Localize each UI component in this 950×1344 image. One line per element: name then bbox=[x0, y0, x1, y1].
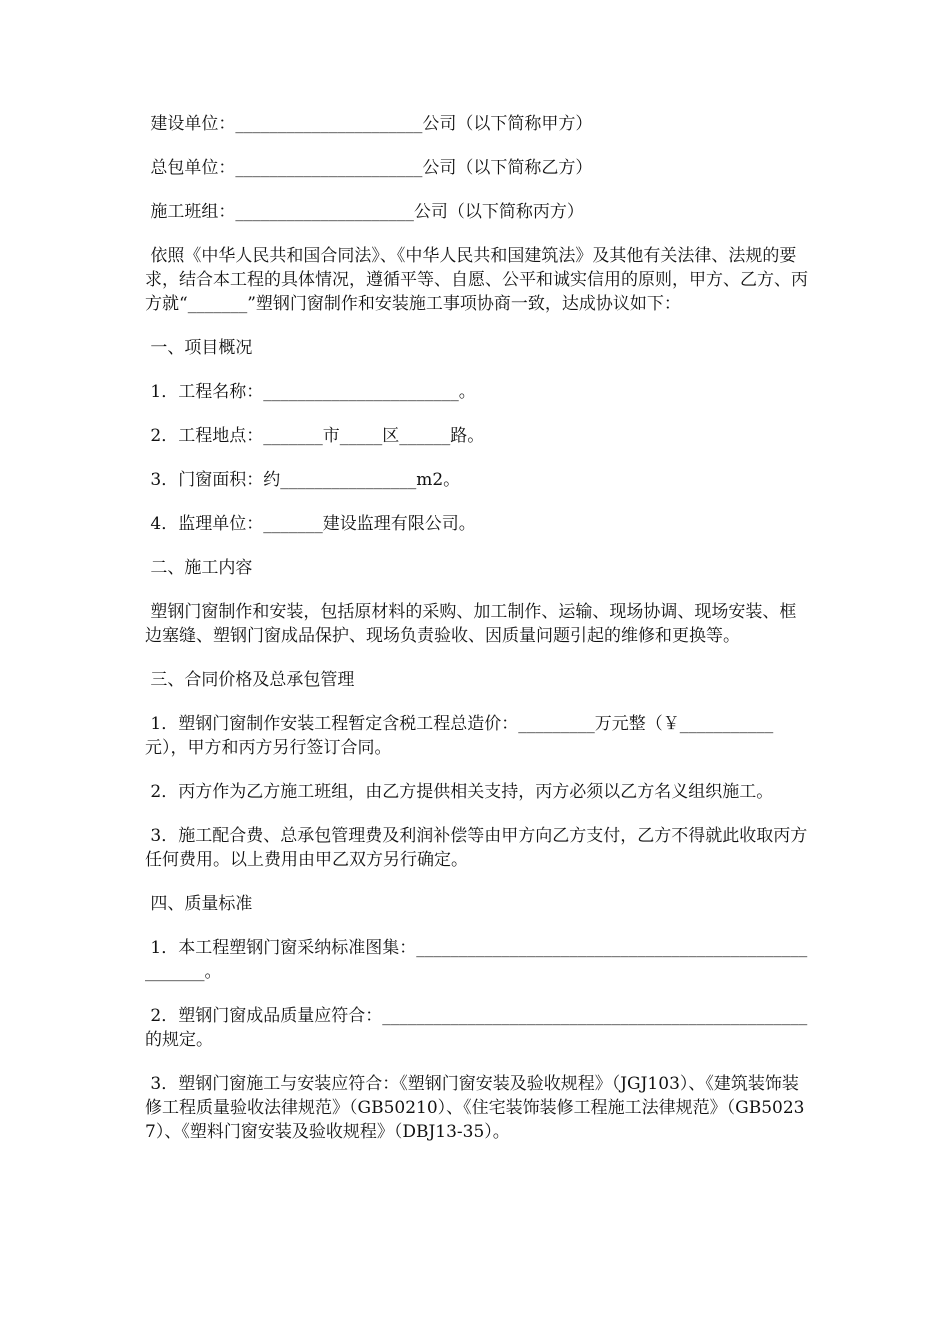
preamble-paragraph: 依照《中华人民共和国合同法》、《中华人民共和国建筑法》及其他有关法律、法规的要求，结合本工程的具体情况，遵循平等、自愿、公平和诚实信用的原则，甲方、乙方、丙方就“_______”塑钢门窗制作和安装施工事项协商一致，达成协议如下： bbox=[145, 246, 808, 314]
quality-clause-1: 1．本工程塑钢门窗采纳标准图集：_____________________________________________________。 bbox=[145, 938, 808, 982]
party-c-line: 施工班组：_____________________公司（以下简称丙方） bbox=[145, 202, 584, 222]
project-name-line: 1．工程名称：_______________________。 bbox=[145, 382, 476, 402]
window-area-line: 3．门窗面积：约________________m2。 bbox=[145, 470, 461, 490]
section-heading-1: 一、项目概况 bbox=[145, 338, 253, 358]
section-heading-2: 二、施工内容 bbox=[145, 558, 253, 578]
supervisor-line: 4．监理单位：_______建设监理有限公司。 bbox=[145, 514, 476, 534]
scope-paragraph: 塑钢门窗制作和安装，包括原材料的采购、加工制作、运输、现场协调、现场安装、框边塞缝、塑钢门窗成品保护、现场负责验收、因质量问题引起的维修和更换等。 bbox=[145, 602, 797, 646]
price-clause-3: 3．施工配合费、总承包管理费及利润补偿等由甲方向乙方支付，乙方不得就此收取丙方任何费用。以上费用由甲乙双方另行确定。 bbox=[145, 826, 808, 870]
party-b-line: 总包单位：______________________公司（以下简称乙方） bbox=[145, 158, 593, 178]
price-clause-1: 1．塑钢门窗制作安装工程暂定含税工程总造价：_________万元整（￥___________元），甲方和丙方另行签订合同。 bbox=[145, 714, 774, 758]
section-heading-4: 四、质量标准 bbox=[145, 894, 253, 914]
party-a-line: 建设单位：______________________公司（以下简称甲方） bbox=[145, 114, 593, 134]
document-page bbox=[145, 112, 813, 1164]
quality-clause-2: 2．塑钢门窗成品质量应符合：__________________________________________________的规定。 bbox=[145, 1006, 808, 1050]
project-location-line: 2．工程地点：_______市_____区______路。 bbox=[145, 426, 485, 446]
quality-clause-3: 3．塑钢门窗施工与安装应符合：《塑钢门窗安装及验收规程》（JGJ103）、《建筑装饰装修工程质量验收法律规范》（GB50210）、《住宅装饰装修工程施工法律规范》（GB50237）、《塑料门窗安装及验收规程》（DBJ13-35）。 bbox=[145, 1074, 805, 1142]
section-heading-3: 三、合同价格及总承包管理 bbox=[145, 670, 355, 690]
price-clause-2: 2．丙方作为乙方施工班组，由乙方提供相关支持，丙方必须以乙方名义组织施工。 bbox=[145, 782, 774, 802]
